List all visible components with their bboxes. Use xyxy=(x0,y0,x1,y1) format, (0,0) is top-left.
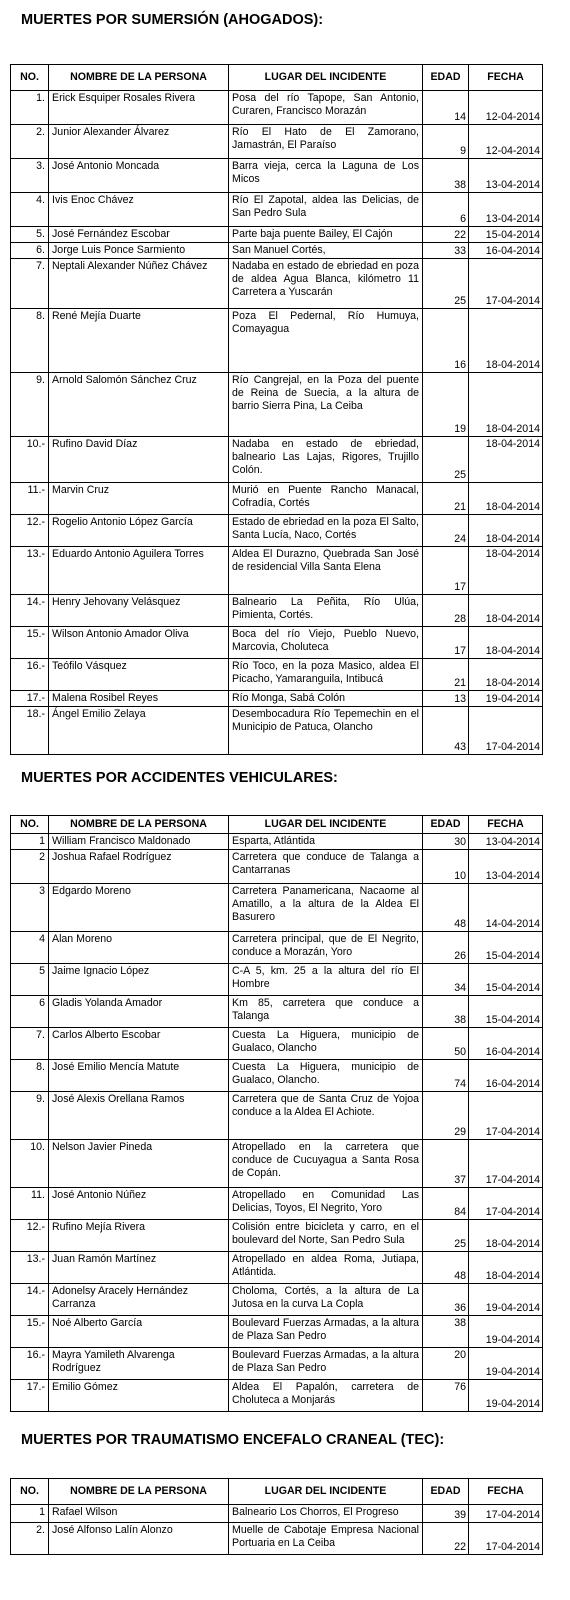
cell-no: 1 xyxy=(11,834,49,850)
cell-edad: 24 xyxy=(423,515,469,547)
table-row xyxy=(11,1220,543,1252)
cell-lugar: Esparta, Atlántida xyxy=(229,834,423,850)
cell-edad: 16 xyxy=(423,309,469,373)
cell-edad: 48 xyxy=(423,1252,469,1284)
cell-lugar: Murió en Puente Rancho Manacal, Cofradía, Cortés xyxy=(229,483,423,515)
cell-no: 17.- xyxy=(11,1380,49,1412)
cell-lugar: Desembocadura Río Tepemechin en el Municipio de Patuca, Olancho xyxy=(229,707,423,755)
table-row xyxy=(11,1252,543,1284)
cell-edad: 84 xyxy=(423,1188,469,1220)
table-tec xyxy=(10,1478,543,1555)
section-title-tec: MUERTES POR TRAUMATISMO ENCEFALO CRANEAL (TEC): xyxy=(21,1432,445,1448)
cell-nombre: Malena Rosibel Reyes xyxy=(49,691,229,707)
cell-edad: 20 xyxy=(423,1348,469,1380)
cell-lugar: Carretera Panamericana, Nacaome al Amatillo, a la altura de la Aldea El Basurero xyxy=(229,884,423,932)
cell-fecha: 15-04-2014 xyxy=(469,227,543,243)
cell-nombre: Junior Alexander Álvarez xyxy=(49,125,229,159)
cell-fecha: 17-04-2014 xyxy=(469,1505,543,1523)
table-row xyxy=(11,627,543,659)
cell-nombre: Joshua Rafael Rodríguez xyxy=(49,850,229,884)
cell-no: 12.- xyxy=(11,515,49,547)
cell-edad: 25 xyxy=(423,259,469,309)
cell-fecha: 13-04-2014 xyxy=(469,834,543,850)
table-header-row xyxy=(11,816,543,834)
cell-lugar: Barra vieja, cerca la Laguna de Los Micos xyxy=(229,159,423,193)
cell-no: 8. xyxy=(11,309,49,373)
cell-edad: 34 xyxy=(423,964,469,996)
cell-nombre: Marvin Cruz xyxy=(49,483,229,515)
cell-nombre: Nelson Javier Pineda xyxy=(49,1140,229,1188)
cell-no: 1 xyxy=(11,1505,49,1523)
cell-fecha: 16-04-2014 xyxy=(469,243,543,259)
table-row xyxy=(11,193,543,227)
table-row xyxy=(11,159,543,193)
table-row xyxy=(11,1284,543,1316)
cell-fecha: 17-04-2014 xyxy=(469,1140,543,1188)
cell-edad: 17 xyxy=(423,547,469,595)
cell-nombre: José Emilio Mencía Matute xyxy=(49,1060,229,1092)
cell-nombre: Ángel Emilio Zelaya xyxy=(49,707,229,755)
cell-lugar: Poza El Pedernal, Río Humuya, Comayagua xyxy=(229,309,423,373)
cell-edad: 26 xyxy=(423,932,469,964)
table-row xyxy=(11,1060,543,1092)
cell-fecha: 18-04-2014 xyxy=(469,1220,543,1252)
cell-no: 4. xyxy=(11,193,49,227)
cell-no: 11.- xyxy=(11,483,49,515)
cell-edad: 9 xyxy=(423,125,469,159)
cell-edad: 29 xyxy=(423,1092,469,1140)
table-row xyxy=(11,884,543,932)
cell-nombre: Arnold Salomón Sánchez Cruz xyxy=(49,373,229,437)
table-row xyxy=(11,691,543,707)
table-row xyxy=(11,834,543,850)
cell-lugar: Boca del río Viejo, Pueblo Nuevo, Marcovia, Choluteca xyxy=(229,627,423,659)
cell-lugar: Carretera que de Santa Cruz de Yojoa conduce a la Aldea El Achiote. xyxy=(229,1092,423,1140)
header-fecha: FECHA xyxy=(469,65,543,91)
cell-no: 1. xyxy=(11,91,49,125)
cell-edad: 28 xyxy=(423,595,469,627)
cell-fecha: 19-04-2014 xyxy=(469,1316,543,1348)
table-row xyxy=(11,243,543,259)
table-row xyxy=(11,1505,543,1523)
cell-nombre: Neptali Alexander Núñez Chávez xyxy=(49,259,229,309)
cell-nombre: Edgardo Moreno xyxy=(49,884,229,932)
table-row xyxy=(11,483,543,515)
cell-lugar: Carretera que conduce de Talanga a Cantarranas xyxy=(229,850,423,884)
cell-lugar: Muelle de Cabotaje Empresa Nacional Portuaria en La Ceiba xyxy=(229,1523,423,1555)
cell-fecha: 18-04-2014 xyxy=(469,515,543,547)
cell-nombre: José Fernández Escobar xyxy=(49,227,229,243)
cell-nombre: Noé Alberto García xyxy=(49,1316,229,1348)
cell-fecha: 15-04-2014 xyxy=(469,964,543,996)
table-vehiculares xyxy=(10,815,543,1412)
cell-lugar: Aldea El Durazno, Quebrada San José de residencial Villa Santa Elena xyxy=(229,547,423,595)
cell-nombre: José Antonio Moncada xyxy=(49,159,229,193)
cell-no: 12.- xyxy=(11,1220,49,1252)
table-row xyxy=(11,227,543,243)
cell-lugar: Atropellado en la carretera que conduce de Cucuyagua a Santa Rosa de Copán. xyxy=(229,1140,423,1188)
cell-nombre: Emilio Gómez xyxy=(49,1380,229,1412)
cell-no: 10. xyxy=(11,1140,49,1188)
table-row xyxy=(11,259,543,309)
cell-edad: 48 xyxy=(423,884,469,932)
cell-lugar: Km 85, carretera que conduce a Talanga xyxy=(229,996,423,1028)
cell-no: 15.- xyxy=(11,627,49,659)
cell-edad: 25 xyxy=(423,1220,469,1252)
cell-no: 3 xyxy=(11,884,49,932)
cell-no: 6 xyxy=(11,996,49,1028)
cell-edad: 38 xyxy=(423,1316,469,1348)
table-row xyxy=(11,850,543,884)
cell-nombre: René Mejía Duarte xyxy=(49,309,229,373)
cell-nombre: José Alfonso Lalín Alonzo xyxy=(49,1523,229,1555)
cell-fecha: 19-04-2014 xyxy=(469,1380,543,1412)
cell-fecha: 17-04-2014 xyxy=(469,1092,543,1140)
cell-nombre: Ivis Enoc Chávez xyxy=(49,193,229,227)
cell-no: 4 xyxy=(11,932,49,964)
cell-nombre: Adonelsy Aracely Hernández Carranza xyxy=(49,1284,229,1316)
cell-fecha: 13-04-2014 xyxy=(469,850,543,884)
header-nombre: NOMBRE DE LA PERSONA xyxy=(49,1479,229,1505)
cell-nombre: Teófilo Vásquez xyxy=(49,659,229,691)
cell-lugar: Cuesta La Higuera, municipio de Gualaco, Olancho xyxy=(229,1028,423,1060)
cell-nombre: Rufino Mejía Rivera xyxy=(49,1220,229,1252)
cell-edad: 6 xyxy=(423,193,469,227)
cell-lugar: Choloma, Cortés, a la altura de La Jutosa en la curva La Copla xyxy=(229,1284,423,1316)
section-title-vehiculares: MUERTES POR ACCIDENTES VEHICULARES: xyxy=(21,770,338,786)
header-fecha: FECHA xyxy=(469,816,543,834)
cell-no: 9. xyxy=(11,373,49,437)
cell-lugar: Cuesta La Higuera, municipio de Gualaco, Olancho. xyxy=(229,1060,423,1092)
cell-nombre: Mayra Yamileth Alvarenga Rodríguez xyxy=(49,1348,229,1380)
header-fecha: FECHA xyxy=(469,1479,543,1505)
cell-lugar: Estado de ebriedad en la poza El Salto, Santa Lucía, Naco, Cortés xyxy=(229,515,423,547)
cell-edad: 33 xyxy=(423,243,469,259)
table-row xyxy=(11,659,543,691)
cell-edad: 21 xyxy=(423,659,469,691)
cell-fecha: 16-04-2014 xyxy=(469,1028,543,1060)
header-edad: EDAD xyxy=(423,1479,469,1505)
header-no: NO. xyxy=(11,1479,49,1505)
header-lugar: LUGAR DEL INCIDENTE xyxy=(229,65,423,91)
table-row xyxy=(11,1092,543,1140)
cell-nombre: Jaime Ignacio López xyxy=(49,964,229,996)
cell-no: 10.- xyxy=(11,437,49,483)
header-no: NO. xyxy=(11,816,49,834)
header-lugar: LUGAR DEL INCIDENTE xyxy=(229,816,423,834)
table-row xyxy=(11,437,543,483)
cell-fecha: 19-04-2014 xyxy=(469,1284,543,1316)
cell-edad: 37 xyxy=(423,1140,469,1188)
cell-lugar: Nadaba en estado de ebriedad, balneario Las Lajas, Rigores, Trujillo Colón. xyxy=(229,437,423,483)
cell-edad: 14 xyxy=(423,91,469,125)
cell-lugar: Río Toco, en la poza Masico, aldea El Picacho, Yamaranguila, Intibucá xyxy=(229,659,423,691)
cell-lugar: Posa del río Tapope, San Antonio, Curaren, Francisco Morazán xyxy=(229,91,423,125)
cell-lugar: Río El Zapotal, aldea las Delicias, de San Pedro Sula xyxy=(229,193,423,227)
header-no: NO. xyxy=(11,65,49,91)
cell-nombre: Rafael Wilson xyxy=(49,1505,229,1523)
header-edad: EDAD xyxy=(423,65,469,91)
cell-nombre: Jorge Luis Ponce Sarmiento xyxy=(49,243,229,259)
cell-edad: 74 xyxy=(423,1060,469,1092)
cell-nombre: Henry Jehovany Velásquez xyxy=(49,595,229,627)
table-row xyxy=(11,964,543,996)
cell-no: 5. xyxy=(11,227,49,243)
cell-nombre: Rogelio Antonio López García xyxy=(49,515,229,547)
cell-nombre: Alan Moreno xyxy=(49,932,229,964)
table-header-row xyxy=(11,1479,543,1505)
cell-edad: 38 xyxy=(423,996,469,1028)
cell-no: 16.- xyxy=(11,1348,49,1380)
cell-lugar: San Manuel Cortés, xyxy=(229,243,423,259)
cell-no: 11. xyxy=(11,1188,49,1220)
cell-lugar: Colisión entre bicicleta y carro, en el boulevard del Norte, San Pedro Sula xyxy=(229,1220,423,1252)
cell-lugar: Río Monga, Sabá Colón xyxy=(229,691,423,707)
cell-no: 8. xyxy=(11,1060,49,1092)
cell-fecha: 17-04-2014 xyxy=(469,1188,543,1220)
table-row xyxy=(11,1028,543,1060)
table-row xyxy=(11,515,543,547)
cell-no: 15.- xyxy=(11,1316,49,1348)
cell-lugar: C-A 5, km. 25 a la altura del río El Hombre xyxy=(229,964,423,996)
cell-lugar: Río Cangrejal, en la Poza del puente de Reina de Suecia, a la altura de barrio Sierra Pina, La Ceiba xyxy=(229,373,423,437)
cell-edad: 76 xyxy=(423,1380,469,1412)
cell-fecha: 18-04-2014 xyxy=(469,547,543,595)
cell-edad: 21 xyxy=(423,483,469,515)
header-lugar: LUGAR DEL INCIDENTE xyxy=(229,1479,423,1505)
cell-lugar: Balneario Los Chorros, El Progreso xyxy=(229,1505,423,1523)
cell-edad: 25 xyxy=(423,437,469,483)
table-row xyxy=(11,932,543,964)
cell-fecha: 18-04-2014 xyxy=(469,1252,543,1284)
table-header-row xyxy=(11,65,543,91)
table-row xyxy=(11,595,543,627)
cell-no: 14.- xyxy=(11,595,49,627)
cell-fecha: 18-04-2014 xyxy=(469,437,543,483)
cell-fecha: 18-04-2014 xyxy=(469,595,543,627)
cell-edad: 10 xyxy=(423,850,469,884)
cell-fecha: 19-04-2014 xyxy=(469,691,543,707)
cell-lugar: Parte baja puente Bailey, El Cajón xyxy=(229,227,423,243)
cell-lugar: Atropellado en aldea Roma, Jutiapa, Atlántida. xyxy=(229,1252,423,1284)
table-row xyxy=(11,1380,543,1412)
table-row xyxy=(11,125,543,159)
cell-nombre: José Alexis Orellana Ramos xyxy=(49,1092,229,1140)
cell-fecha: 13-04-2014 xyxy=(469,159,543,193)
cell-lugar: Río El Hato de El Zamorano, Jamastrán, El Paraíso xyxy=(229,125,423,159)
cell-fecha: 12-04-2014 xyxy=(469,91,543,125)
cell-lugar: Nadaba en estado de ebriedad en poza de aldea Agua Blanca, kilómetro 11 Carretera a Yuscarán xyxy=(229,259,423,309)
cell-fecha: 17-04-2014 xyxy=(469,259,543,309)
table-row xyxy=(11,1348,543,1380)
cell-fecha: 17-04-2014 xyxy=(469,707,543,755)
cell-no: 2. xyxy=(11,125,49,159)
header-nombre: NOMBRE DE LA PERSONA xyxy=(49,65,229,91)
header-nombre: NOMBRE DE LA PERSONA xyxy=(49,816,229,834)
cell-no: 13.- xyxy=(11,1252,49,1284)
cell-fecha: 14-04-2014 xyxy=(469,884,543,932)
cell-nombre: Rufino David Díaz xyxy=(49,437,229,483)
cell-edad: 50 xyxy=(423,1028,469,1060)
cell-fecha: 18-04-2014 xyxy=(469,309,543,373)
cell-fecha: 16-04-2014 xyxy=(469,1060,543,1092)
cell-nombre: Eduardo Antonio Aguilera Torres xyxy=(49,547,229,595)
cell-edad: 39 xyxy=(423,1505,469,1523)
table-row xyxy=(11,373,543,437)
cell-no: 9. xyxy=(11,1092,49,1140)
cell-no: 5 xyxy=(11,964,49,996)
table-row xyxy=(11,547,543,595)
table-row xyxy=(11,707,543,755)
table-row xyxy=(11,1523,543,1555)
cell-fecha: 17-04-2014 xyxy=(469,1523,543,1555)
table-ahogados xyxy=(10,64,543,755)
cell-fecha: 18-04-2014 xyxy=(469,659,543,691)
cell-edad: 22 xyxy=(423,227,469,243)
cell-no: 2. xyxy=(11,1523,49,1555)
cell-lugar: Boulevard Fuerzas Armadas, a la altura de Plaza San Pedro xyxy=(229,1348,423,1380)
cell-no: 7. xyxy=(11,259,49,309)
cell-no: 2 xyxy=(11,850,49,884)
cell-fecha: 18-04-2014 xyxy=(469,483,543,515)
cell-nombre: José Antonio Núñez xyxy=(49,1188,229,1220)
cell-lugar: Aldea El Papalón, carretera de Choluteca a Monjarás xyxy=(229,1380,423,1412)
table-row xyxy=(11,996,543,1028)
cell-edad: 36 xyxy=(423,1284,469,1316)
cell-no: 18.- xyxy=(11,707,49,755)
cell-nombre: Carlos Alberto Escobar xyxy=(49,1028,229,1060)
cell-lugar: Carretera principal, que de El Negrito, conduce a Morazán, Yoro xyxy=(229,932,423,964)
cell-lugar: Balneario La Peñita, Río Ulúa, Pimienta, Cortés. xyxy=(229,595,423,627)
cell-no: 3. xyxy=(11,159,49,193)
cell-nombre: Erick Esquiper Rosales Rivera xyxy=(49,91,229,125)
cell-nombre: Wilson Antonio Amador Oliva xyxy=(49,627,229,659)
cell-no: 14.- xyxy=(11,1284,49,1316)
cell-fecha: 15-04-2014 xyxy=(469,996,543,1028)
cell-fecha: 18-04-2014 xyxy=(469,373,543,437)
cell-edad: 43 xyxy=(423,707,469,755)
table-row xyxy=(11,91,543,125)
cell-fecha: 12-04-2014 xyxy=(469,125,543,159)
cell-fecha: 19-04-2014 xyxy=(469,1348,543,1380)
cell-edad: 13 xyxy=(423,691,469,707)
cell-nombre: Gladis Yolanda Amador xyxy=(49,996,229,1028)
cell-fecha: 15-04-2014 xyxy=(469,932,543,964)
header-edad: EDAD xyxy=(423,816,469,834)
cell-edad: 38 xyxy=(423,159,469,193)
cell-fecha: 18-04-2014 xyxy=(469,627,543,659)
cell-lugar: Boulevard Fuerzas Armadas, a la altura de Plaza San Pedro xyxy=(229,1316,423,1348)
table-row xyxy=(11,1316,543,1348)
cell-edad: 30 xyxy=(423,834,469,850)
section-title-ahogados: MUERTES POR SUMERSIÓN (AHOGADOS): xyxy=(21,12,324,28)
cell-edad: 22 xyxy=(423,1523,469,1555)
cell-nombre: Juan Ramón Martínez xyxy=(49,1252,229,1284)
cell-edad: 19 xyxy=(423,373,469,437)
table-row xyxy=(11,1140,543,1188)
cell-no: 6. xyxy=(11,243,49,259)
table-row xyxy=(11,309,543,373)
cell-lugar: Atropellado en Comunidad Las Delicias, Toyos, El Negrito, Yoro xyxy=(229,1188,423,1220)
cell-no: 16.- xyxy=(11,659,49,691)
cell-nombre: William Francisco Maldonado xyxy=(49,834,229,850)
cell-edad: 17 xyxy=(423,627,469,659)
cell-fecha: 13-04-2014 xyxy=(469,193,543,227)
cell-no: 17.- xyxy=(11,691,49,707)
cell-no: 13.- xyxy=(11,547,49,595)
cell-no: 7. xyxy=(11,1028,49,1060)
table-row xyxy=(11,1188,543,1220)
